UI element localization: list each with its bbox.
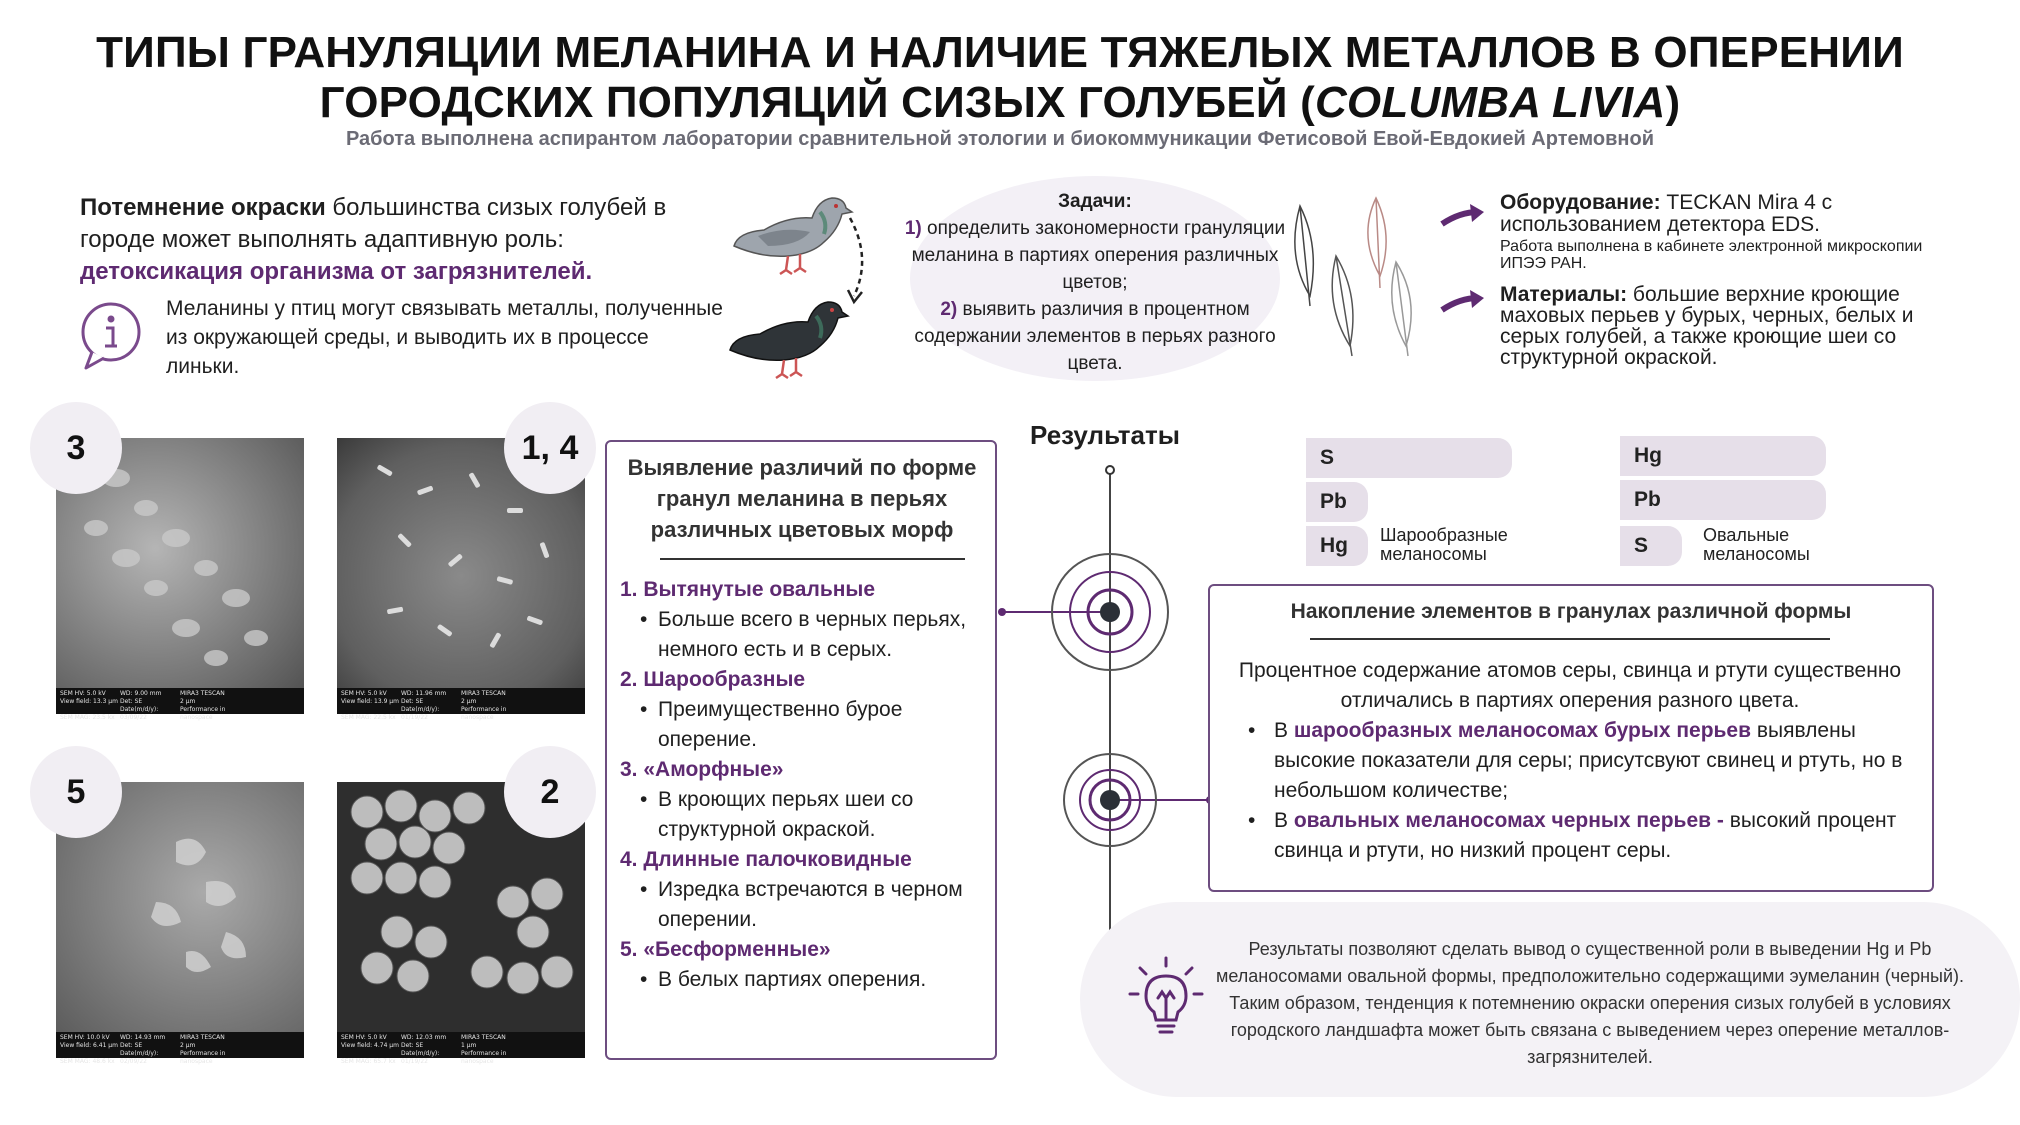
intro-text bbox=[80, 192, 720, 288]
highlight: овальных меланосомах черных перьев - bbox=[1293, 809, 1724, 832]
image-number-badge: 2 bbox=[504, 746, 596, 838]
granule-type-text: • Больше всего в черных перьях, немного есть и в серых. bbox=[620, 605, 990, 665]
arrow-right-icon bbox=[1440, 288, 1486, 316]
intro-accent: детоксикация организма от загрязнителей. bbox=[80, 258, 593, 285]
task-2-number: 2) bbox=[940, 299, 958, 320]
tasks-title: Задачи: bbox=[1058, 191, 1132, 212]
element-bar-Hg: Hg bbox=[1620, 436, 1826, 476]
granule-type-text: • Преимущественно бурое оперение. bbox=[620, 695, 990, 755]
granule-type-heading: 3. «Аморфные» bbox=[620, 758, 784, 781]
sem-info-bar: SEM HV: 5.0 kV WD: 9.00 mm MIRA3 TESCAN View field: 13.3 µm Det: SE 2 µm SEM MAG: 23.5 kxDate(m/d/y): 03/09/22Performance in nanospace bbox=[56, 688, 304, 714]
arrow-right-icon bbox=[1440, 202, 1486, 230]
sem-info-bar: SEM HV: 10.0 kV WD: 14.93 mm MIRA3 TESCAN View field: 6.41 µm Det: SE 2 µm SEM MAG: 48.6 kxDate(m/d/y): 02/09/22Performance in nanospace bbox=[56, 1032, 304, 1058]
accumulation-list bbox=[1248, 716, 1928, 866]
info-icon bbox=[78, 300, 144, 372]
granule-type-heading: 2. Шарообразные bbox=[620, 668, 806, 691]
dashed-arrow-icon bbox=[846, 214, 876, 306]
task-2-text: выявить различия в процентном содержании элементов в перьях разного цвета. bbox=[914, 299, 1276, 374]
divider bbox=[1310, 638, 1830, 640]
task-2 bbox=[900, 296, 1290, 377]
dark-pigeon-icon bbox=[724, 290, 848, 382]
image-number-badge: 5 bbox=[30, 746, 122, 838]
poster-title bbox=[0, 28, 2000, 128]
granule-type-text: • В белых партиях оперения. bbox=[620, 965, 990, 995]
title-line-1: ТИПЫ ГРАНУЛЯЦИИ МЕЛАНИНА И НАЛИЧИЕ ТЯЖЕЛЫХ МЕТАЛЛОВ В ОПЕРЕНИИ bbox=[96, 28, 1904, 77]
element-bar-Pb: Pb bbox=[1620, 480, 1826, 520]
spherical-caption: Шарообразные меланосомы bbox=[1380, 525, 1508, 564]
accumulation-title: Накопление элементов в гранулах различной формы bbox=[1290, 600, 1852, 623]
results-title: Результаты bbox=[1030, 420, 1180, 450]
materials-text: большие верхние кроющие маховых перьев у бурых, черных, белых и серых голубей, а также кроющие шеи со структурной окраской. bbox=[1500, 283, 1914, 369]
element-bar-S: S bbox=[1306, 438, 1512, 478]
tasks-block bbox=[900, 188, 1290, 377]
granules-title: Выявление различий по форме гранул меланина в перьях различных цветовых морф bbox=[627, 455, 977, 542]
element-bar-Hg: Hg bbox=[1306, 526, 1368, 566]
image-number-badge: 3 bbox=[30, 402, 122, 494]
grey-pigeon-icon bbox=[728, 186, 852, 278]
materials-block bbox=[1500, 284, 1960, 368]
task-1-number: 1) bbox=[904, 218, 922, 239]
accumulation-point: • В овальных меланосомах черных перьев - высокий процент свинца и ртути, но низкий процент серы. bbox=[1248, 806, 1928, 866]
materials-label: Материалы: bbox=[1500, 283, 1628, 306]
sem-info-bar: SEM HV: 5.0 kV WD: 12.03 mm MIRA3 TESCAN View field: 4.74 µm Det: SE 1 µm SEM MAG: 65.7 kxDate(m/d/y): 01/19/22Performance in nanospace bbox=[337, 1032, 585, 1058]
title-line-2 bbox=[0, 78, 2000, 128]
task-1 bbox=[900, 215, 1290, 296]
image-number-badge: 1, 4 bbox=[504, 402, 596, 494]
granule-type-heading: 5. «Бесформенные» bbox=[620, 938, 831, 961]
intro-body: большинства сизых голубей в городе может выполнять адаптивную роль: bbox=[80, 194, 667, 253]
title-line-2-post: ) bbox=[1665, 78, 1681, 127]
accumulation-point: • В шарообразных меланосомах бурых перьев выявлены высокие показатели для серы; присутсвуют свинец и ртуть, но в небольшом количестве; bbox=[1248, 716, 1928, 806]
granule-type-text: • Изредка встречаются в черном оперении. bbox=[620, 875, 990, 935]
feathers-icon bbox=[1280, 196, 1430, 366]
equipment-label: Оборудование: bbox=[1500, 191, 1661, 214]
equipment-text: TECKAN Mira 4 с использованием детектора EDS. bbox=[1500, 191, 1833, 236]
info-text: Меланины у птиц могут связывать металлы, полученные из окружающей среды, и выводить их в процессе линьки. bbox=[166, 297, 723, 378]
equipment-note: Работа выполнена в кабинете электронной микроскопии ИПЭЭ РАН. bbox=[1500, 238, 1923, 272]
oval-caption: Овальные меланосомы bbox=[1703, 525, 1810, 564]
granule-type-heading: 4. Длинные палочковидные bbox=[620, 848, 912, 871]
author-line: Работа выполнена аспирантом лаборатории сравнительной этологии и биокоммуникации Фетисовой Евой-Евдокией Артемовной bbox=[345, 128, 1654, 150]
divider bbox=[660, 558, 965, 560]
element-bar-Pb: Pb bbox=[1306, 482, 1368, 522]
title-line-2-pre: ГОРОДСКИХ ПОПУЛЯЦИЙ СИЗЫХ ГОЛУБЕЙ ( bbox=[319, 78, 1315, 127]
accumulation-paragraph: Процентное содержание атомов серы, свинца и ртути существенно отличались в партиях оперения разного цвета. bbox=[1238, 659, 1902, 712]
equipment-block bbox=[1500, 192, 1950, 272]
sem-info-bar: SEM HV: 5.0 kV WD: 11.96 mm MIRA3 TESCAN View field: 13.9 µm Det: SE 2 µm SEM MAG: 22.5 kxDate(m/d/y): 01/19/22Performance in nanospace bbox=[337, 688, 585, 714]
granule-type-heading: 1. Вытянутые овальные bbox=[620, 578, 876, 601]
task-1-text: определить закономерности грануляции меланина в партиях оперения различных цветов; bbox=[911, 218, 1286, 293]
intro-bold: Потемнение окраски bbox=[80, 194, 326, 221]
species-latin: COLUMBA LIVIA bbox=[1314, 78, 1666, 127]
granule-type-text: • В кроющих перьях шеи со структурной окраской. bbox=[620, 785, 990, 845]
lightbulb-icon bbox=[1128, 954, 1204, 1044]
highlight: шарообразных меланосомах бурых перьев bbox=[1293, 719, 1752, 742]
conclusion-text: Результаты позволяют сделать вывод о существенной роли в выведении Hg и Pb меланосомами овальной формы, предположительно содержащими эумеланин (черный). Таким образом, тенденция к потемнению окраски оперения сизых голубей в условиях городского ландшафта может быть связана с выведением через оперение металлов-загрязнителей. bbox=[1215, 939, 1965, 1067]
granule-list bbox=[620, 575, 990, 995]
element-bar-S: S bbox=[1620, 526, 1682, 566]
